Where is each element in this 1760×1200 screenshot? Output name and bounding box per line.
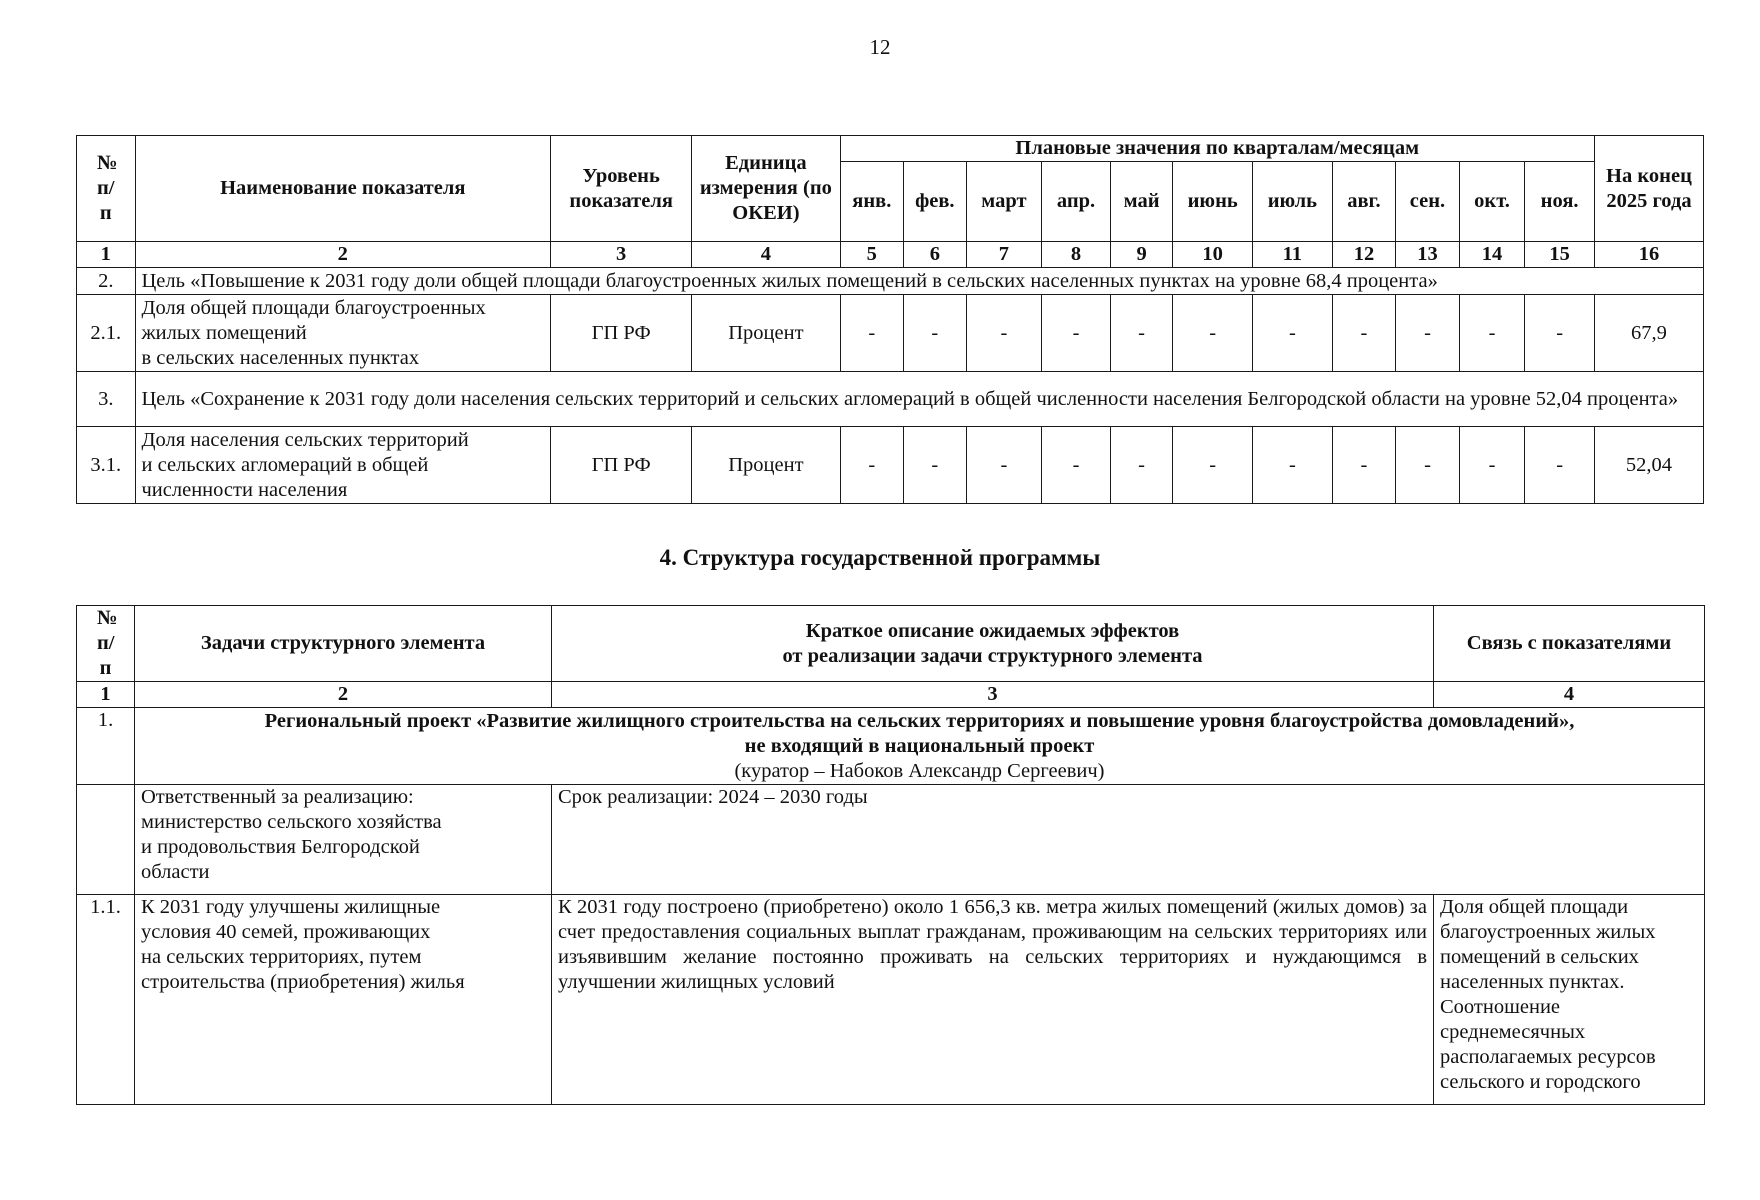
indicator-month-value: - xyxy=(1253,295,1333,372)
indicator-month-value: - xyxy=(1042,295,1111,372)
column-number: 2 xyxy=(135,682,552,708)
indicator-month-value: - xyxy=(1332,427,1396,504)
column-number: 14 xyxy=(1459,242,1525,268)
header-tasks: Задачи структурного элемента xyxy=(135,606,552,682)
goal-row-text: Цель «Сохранение к 2031 году доли населения сельских территорий и сельских агломераций в общей численности населения Белгородской области на уровне 52,04 процента» xyxy=(135,372,1704,427)
task-num: 1.1. xyxy=(77,895,135,1105)
indicator-month-value: - xyxy=(1042,427,1111,504)
header-month: июль xyxy=(1253,162,1333,242)
goal-row-num: 3. xyxy=(77,372,136,427)
indicator-month-value: - xyxy=(1110,427,1173,504)
header-month: июнь xyxy=(1173,162,1253,242)
indicator-level: ГП РФ xyxy=(551,295,692,372)
header-month: май xyxy=(1110,162,1173,242)
indicator-level: ГП РФ xyxy=(551,427,692,504)
header-month: март xyxy=(966,162,1042,242)
column-number: 7 xyxy=(966,242,1042,268)
header-end: На конец 2025 года xyxy=(1594,136,1703,242)
indicator-month-value: - xyxy=(1110,295,1173,372)
indicator-month-value: - xyxy=(904,427,967,504)
column-number: 11 xyxy=(1253,242,1333,268)
project-num: 1. xyxy=(77,708,135,785)
indicator-month-value: - xyxy=(966,295,1042,372)
indicator-name: Доля населения сельских территорий и сельских агломераций в общей численности населения xyxy=(135,427,551,504)
header-month: ноя. xyxy=(1525,162,1595,242)
header-month: фев. xyxy=(904,162,967,242)
indicator-month-value: - xyxy=(1396,427,1460,504)
project-title: Региональный проект «Развитие жилищного строительства на сельских территориях и повышение уровня благоустройства домовладений», не входящий в национальный проект xyxy=(264,709,1575,757)
column-number: 4 xyxy=(692,242,840,268)
empty-cell xyxy=(77,785,135,895)
header-month: авг. xyxy=(1332,162,1396,242)
indicators-table xyxy=(76,135,1704,504)
column-number: 1 xyxy=(77,682,135,708)
project-curator: (куратор – Набоков Александр Сергеевич) xyxy=(734,759,1105,782)
header-month: янв. xyxy=(840,162,904,242)
structure-table xyxy=(76,605,1705,1105)
task-text: К 2031 году улучшены жилищные условия 40 семей, проживающих на сельских территориях, путем строительства (приобретения) жилья xyxy=(135,895,552,1105)
goal-row-num: 2. xyxy=(77,268,136,295)
column-number: 3 xyxy=(551,242,692,268)
indicator-month-value: - xyxy=(1173,427,1253,504)
indicator-unit: Процент xyxy=(692,427,840,504)
indicator-num: 3.1. xyxy=(77,427,136,504)
column-number: 12 xyxy=(1332,242,1396,268)
column-number: 15 xyxy=(1525,242,1595,268)
indicator-month-value: - xyxy=(1396,295,1460,372)
header-month: окт. xyxy=(1459,162,1525,242)
column-number: 5 xyxy=(840,242,904,268)
indicator-end-value: 67,9 xyxy=(1594,295,1703,372)
column-number: 9 xyxy=(1110,242,1173,268)
column-number: 13 xyxy=(1396,242,1460,268)
indicator-month-value: - xyxy=(840,295,904,372)
task-effect: К 2031 году построено (приобретено) около 1 656,3 кв. метра жилых помещений (жилых домов) за счет предоставления социальных выплат гражданам, проживающим на сельских территориях или изъявившим желание постоянно проживать на сельских территориях и нуждающимся в улучшении жилищных условий xyxy=(552,895,1434,1105)
indicator-month-value: - xyxy=(1459,427,1525,504)
goal-row-text: Цель «Повышение к 2031 году доли общей площади благоустроенных жилых помещений в сельских населенных пунктах на уровне 68,4 процента» xyxy=(135,268,1704,295)
indicator-num: 2.1. xyxy=(77,295,136,372)
column-number: 4 xyxy=(1434,682,1705,708)
indicator-month-value: - xyxy=(1525,295,1595,372)
project-cell xyxy=(135,708,1705,785)
header-month: апр. xyxy=(1042,162,1111,242)
indicator-end-value: 52,04 xyxy=(1594,427,1703,504)
header-level: Уровень показателя xyxy=(551,136,692,242)
column-number: 16 xyxy=(1594,242,1703,268)
page-number: 12 xyxy=(869,35,891,59)
indicator-unit: Процент xyxy=(692,295,840,372)
indicator-month-value: - xyxy=(1332,295,1396,372)
header-effects: Краткое описание ожидаемых эффектов от реализации задачи структурного элемента xyxy=(552,606,1434,682)
section-heading: 4. Структура государственной программы xyxy=(659,545,1101,570)
indicator-month-value: - xyxy=(840,427,904,504)
indicator-month-value: - xyxy=(904,295,967,372)
indicator-month-value: - xyxy=(1173,295,1253,372)
column-number: 10 xyxy=(1173,242,1253,268)
column-number: 2 xyxy=(135,242,551,268)
header-num: № п/п xyxy=(77,136,136,242)
header-month: сен. xyxy=(1396,162,1460,242)
indicator-month-value: - xyxy=(1459,295,1525,372)
header-link: Связь с показателями xyxy=(1434,606,1705,682)
column-number: 1 xyxy=(77,242,136,268)
header-planned: Плановые значения по кварталам/месяцам xyxy=(840,136,1594,162)
header-name: Наименование показателя xyxy=(135,136,551,242)
indicator-month-value: - xyxy=(966,427,1042,504)
column-number: 8 xyxy=(1042,242,1111,268)
responsible-cell: Ответственный за реализацию: министерство сельского хозяйства и продовольствия Белгородской области xyxy=(135,785,552,895)
indicator-name: Доля общей площади благоустроенных жилых помещений в сельских населенных пунктах xyxy=(135,295,551,372)
column-number: 6 xyxy=(904,242,967,268)
task-link: Доля общей площади благоустроенных жилых помещений в сельских населенных пунктах. Соотношение среднемесячных располагаемых ресурсов сельского и городского xyxy=(1434,895,1705,1105)
header-unit: Единица измерения (по ОКЕИ) xyxy=(692,136,840,242)
indicator-month-value: - xyxy=(1525,427,1595,504)
column-number: 3 xyxy=(552,682,1434,708)
header-num: № п/п xyxy=(77,606,135,682)
term-cell: Срок реализации: 2024 – 2030 годы xyxy=(552,785,1705,895)
indicator-month-value: - xyxy=(1253,427,1333,504)
